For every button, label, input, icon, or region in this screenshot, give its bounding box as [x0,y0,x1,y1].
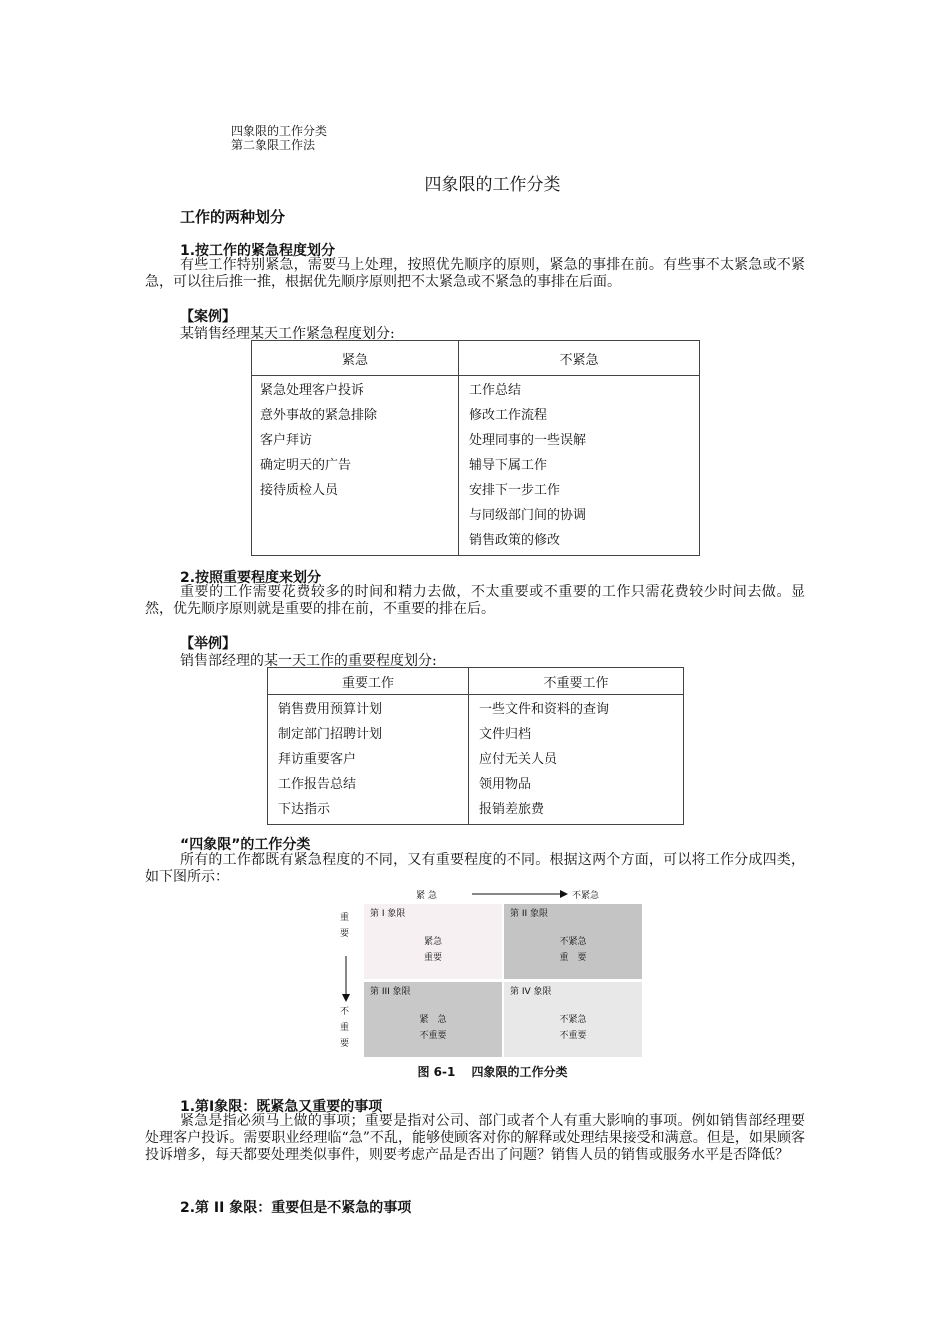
axis-label-not-urgent: 不紧急 [572,891,600,901]
list-item: 确定明天的广告 [260,458,352,473]
list-item: 紧急处理客户投诉 [260,383,365,398]
list-item: 接待质检人员 [260,483,339,498]
list-item: 应付无关人员 [479,752,558,767]
list-item: 制定部门招聘计划 [278,727,383,742]
table-caption-importance: 销售部经理的某一天工作的重要程度划分: [180,653,437,669]
subsection-heading-quadrant-2: 2.第 II 象限：重要但是不紧急的事项 [180,1200,412,1216]
subsection-heading-quadrant-1: 1.第Ⅰ象限：既紧急又重要的事项 [180,1099,383,1115]
subsection-heading-importance: 2.按照重要程度来划分 [180,570,322,586]
list-item: 文件归档 [479,727,532,742]
list-item: 处理同事的一些误解 [469,433,587,448]
axis-label-urgent: 紧 急 [416,891,437,901]
quadrant-2: 第 II 象限 不紧急 重 要 [504,904,642,979]
list-item: 客户拜访 [260,433,313,448]
importance-table [267,667,684,825]
list-item: 报销差旅费 [479,802,545,817]
quadrant-1: 第 I 象限 紧急 重要 [364,904,502,979]
arrow-right-icon [470,888,570,900]
arrow-down-icon [341,954,351,1004]
not-urgent-list [459,376,700,556]
table-header-urgent: 紧急 [252,341,459,376]
toc-item-2: 第二象限工作法 [231,138,316,152]
page-title: 四象限的工作分类 [424,175,561,195]
important-list [268,695,469,825]
list-item: 一些文件和资料的查询 [479,702,610,717]
urgency-table [251,340,700,556]
subsection-heading-quadrants: “四象限”的工作分类 [180,837,311,853]
case-label: 【案例】 [180,309,236,325]
quadrant-4: 第 IV 象限 不紧急 不重要 [504,982,642,1057]
table-header-unimportant: 不重要工作 [469,668,684,695]
urgent-list [252,376,459,556]
list-item: 工作报告总结 [278,777,357,792]
figure-caption: 图 6-1 四象限的工作分类 [417,1065,568,1079]
axis-label-unimportant: 不 重 要 [340,1007,350,1049]
list-item: 领用物品 [479,777,532,792]
list-item: 销售费用预算计划 [278,702,383,717]
list-item: 下达指示 [278,802,331,817]
section-heading: 工作的两种划分 [180,208,286,226]
urgency-paragraph: 有些工作特别紧急，需要马上处理，按照优先顺序的原则，紧急的事排在前。有些事不太紧急或不紧急，可以往后推一推，根据优先顺序原则把不太紧急或不紧急的事排在后面。 [145,257,805,290]
importance-paragraph: 重要的工作需要花费较多的时间和精力去做，不太重要或不重要的工作只需花费较少时间去做。显然，优先顺序原则就是重要的排在前，不重要的排在后。 [145,584,805,617]
list-item: 销售政策的修改 [469,533,561,548]
list-item: 辅导下属工作 [469,458,548,473]
table-caption-urgency: 某销售经理某天工作紧急程度划分: [180,326,395,342]
quadrant-3: 第 III 象限 紧 急 不重要 [364,982,502,1057]
table-header-important: 重要工作 [268,668,469,695]
list-item: 安排下一步工作 [469,483,561,498]
quadrant-1-paragraph: 紧急是指必须马上做的事项；重要是指对公司、部门或者个人有重大影响的事项。例如销售部经理要处理客户投诉。需要职业经理临“急”不乱，能够使顾客对你的解释或处理结果接受和满意。但是，如果顾客投诉增多，每天都要处理类似事件，则要考虑产品是否出了问题？销售人员的销售或服务水平是否降低？ [145,1113,805,1163]
quadrants-paragraph: 所有的工作都既有紧急程度的不同，又有重要程度的不同。根据这两个方面，可以将工作分成四类，如下图所示： [145,852,805,885]
axis-label-important: 重 要 [340,913,350,939]
unimportant-list [469,695,684,825]
quadrant-figure [330,886,660,1062]
table-header-not-urgent: 不紧急 [459,341,700,376]
toc-item-1: 四象限的工作分类 [231,124,328,138]
list-item: 与同级部门间的协调 [469,508,587,523]
example-label: 【举例】 [180,636,236,652]
list-item: 意外事故的紧急排除 [260,408,378,423]
list-item: 修改工作流程 [469,408,548,423]
list-item: 拜访重要客户 [278,752,357,767]
subsection-heading-urgency: 1.按工作的紧急程度划分 [180,243,336,259]
list-item: 工作总结 [469,383,522,398]
